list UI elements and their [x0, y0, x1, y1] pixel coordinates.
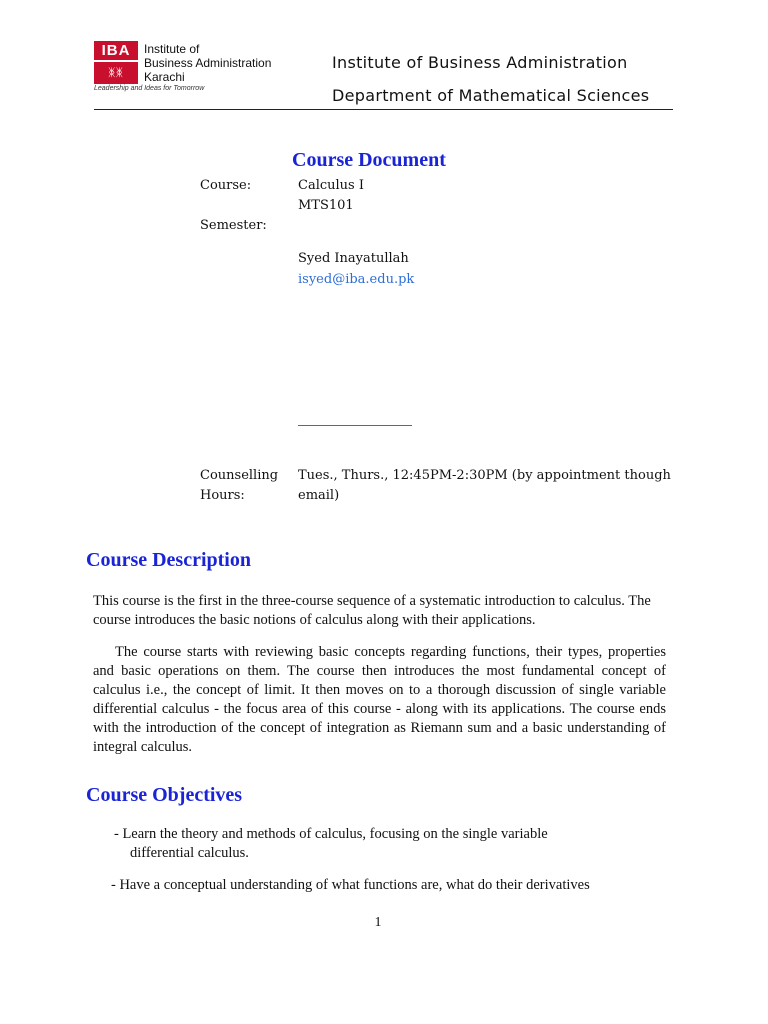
logo-abbreviation: IBA [94, 41, 138, 60]
blank-field-line [298, 425, 412, 426]
semester-label: Semester: [200, 218, 267, 233]
instructor-email-link[interactable]: isyed@iba.edu.pk [298, 272, 415, 287]
course-code: MTS101 [298, 198, 354, 213]
page-number: 1 [374, 915, 382, 930]
course-description-heading: Course Description [86, 549, 251, 571]
counselling-hours-line-1: Tues., Thurs., 12:45PM-2:30PM (by appointment though [298, 468, 671, 483]
course-objectives-heading: Course Objectives [86, 784, 243, 806]
counselling-hours-line-2: email) [298, 488, 340, 503]
objective-item-2: - Have a conceptual understanding of what functions are, what do their derivatives [111, 877, 590, 893]
logo-text-line-2: Business Administration [144, 56, 272, 70]
logo-text-line-1: Institute of [144, 42, 200, 56]
objective-item-1-line-2: differential calculus. [130, 845, 249, 861]
instructor-name: Syed Inayatullah [298, 251, 409, 266]
logo-text-line-3: Karachi [144, 70, 185, 84]
objective-item-1-line-1: - Learn the theory and methods of calculus, focusing on the single variable [114, 826, 548, 842]
course-name: Calculus I [298, 178, 364, 193]
logo-tagline: Leadership and Ideas for Tomorrow [94, 85, 205, 92]
counselling-label-line-1: Counselling [200, 468, 279, 483]
header-divider [94, 109, 673, 110]
iba-logo [94, 41, 274, 97]
department-name: Department of Mathematical Sciences [332, 86, 650, 105]
course-label: Course: [200, 178, 252, 193]
description-paragraph-2: The course starts with reviewing basic concepts regarding functions, their types, properties and basic operations on them. The course then introduces the most fundamental concept of calculus i.e., the concept of limit. It then moves on to a thorough discussion of single variable differential calculus - the focus area of this course - along with its applications. The course ends with the introduction of the concept of integration as Riemann sum and a basic understanding of integral calculus. [93, 644, 666, 755]
institute-name: Institute of Business Administration [332, 53, 628, 72]
document-title: Course Document [292, 149, 446, 171]
logo-emblem-icon: ᛤᛤ [94, 62, 138, 84]
counselling-label-line-2: Hours: [200, 488, 245, 503]
description-paragraph-1: This course is the first in the three-course sequence of a systematic introduction to calculus. The course introduces the basic notions of calculus along with their applications. [93, 593, 651, 628]
objective-item-1 [114, 825, 634, 863]
